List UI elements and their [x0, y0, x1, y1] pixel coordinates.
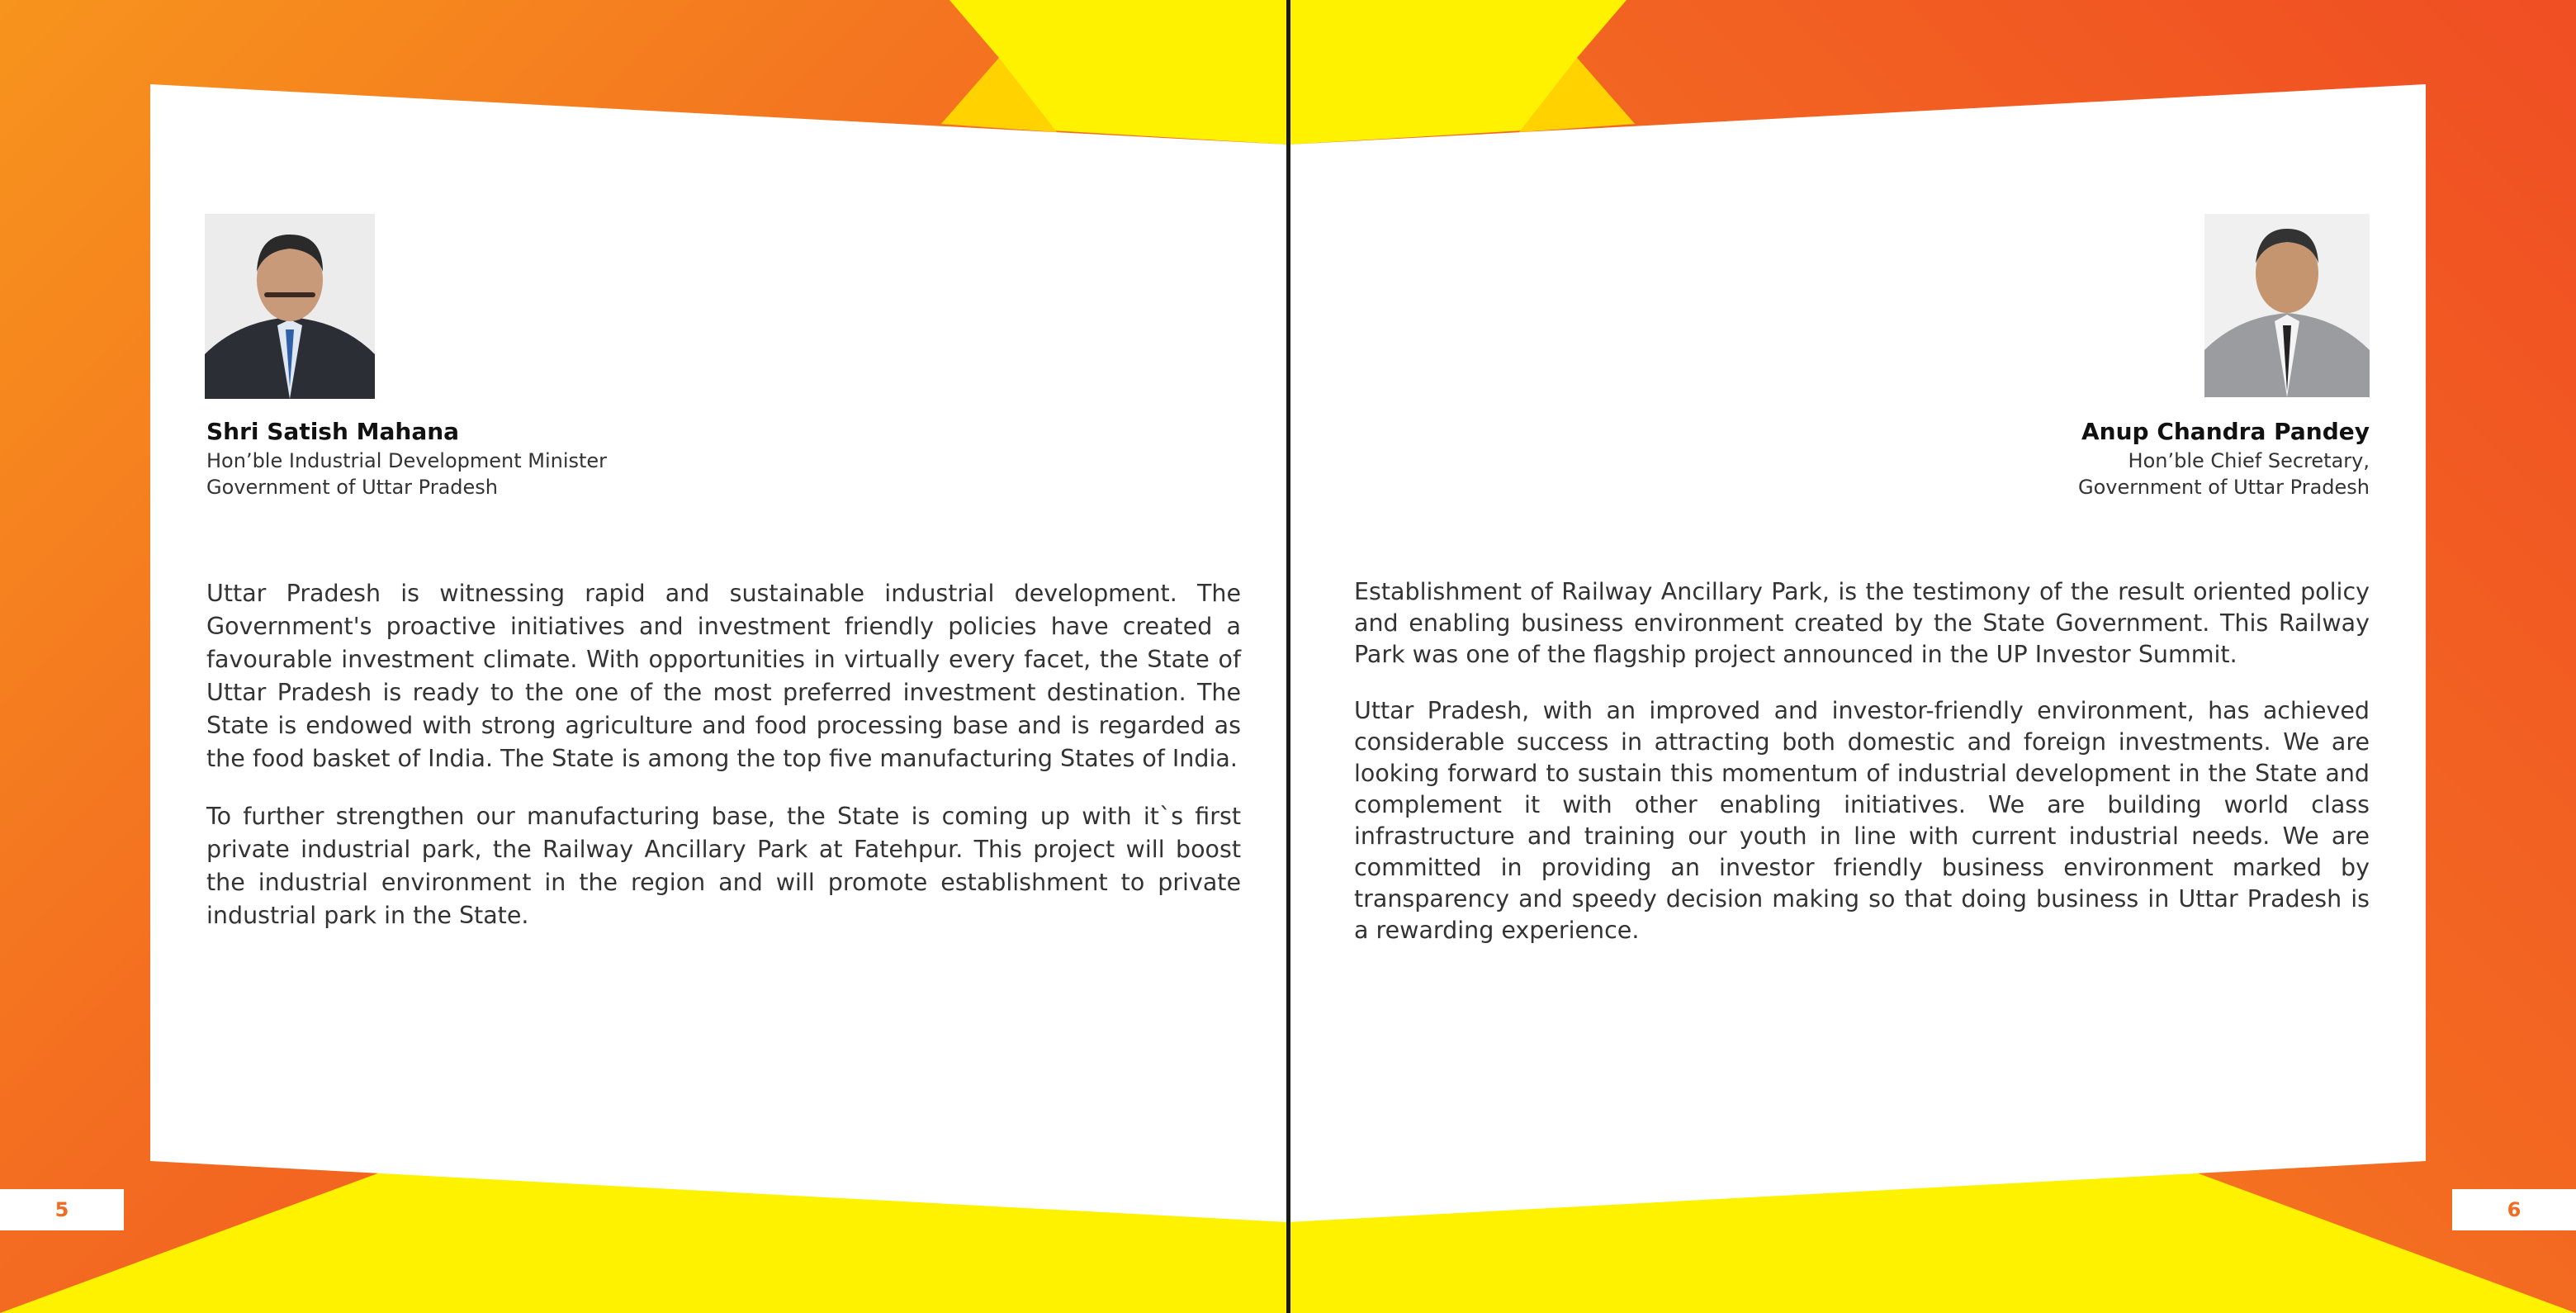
book-spine — [1286, 0, 1290, 1313]
right-title-line1: Hon’ble Chief Secretary, — [2128, 449, 2370, 472]
right-name: Anup Chandra Pandey — [2081, 418, 2370, 445]
right-paragraph-2: Uttar Pradesh, with an improved and investor-friendly environment, has achieved considerable success in attracting both domestic and foreign investments. We are looking forward to sustain this momentum of industrial development in the State and complement it with other enabling initiatives. We are building world class infrastructure and training our youth in line with current industrial needs. We are committed in providing an investor friendly business environment marked by transparency and speedy decision making so that doing business in Uttar Pradesh is a rewarding experience. — [1354, 697, 2370, 944]
left-name: Shri Satish Mahana — [206, 418, 460, 445]
right-title-line2: Government of Uttar Pradesh — [2078, 476, 2370, 499]
left-title-line2: Government of Uttar Pradesh — [206, 476, 498, 499]
right-paragraph-1: Establishment of Railway Ancillary Park, is the testimony of the result oriented policy and enabling business environment created by the State Government. This Railway Park was one of the flagship project announced in the UP Investor Summit. — [1354, 578, 2370, 668]
portrait-image — [2204, 214, 2370, 397]
left-title-line1: Hon’ble Industrial Development Minister — [206, 449, 608, 472]
page-number-left: 5 — [0, 1189, 124, 1230]
left-paragraph-2: To further strengthen our manufacturing base, the State is coming up with it`s first private industrial park, the Railway Ancillary Park at Fatehpur. This project will boost the industrial environment in the region and will promote establishment to private industrial park in the State. — [206, 803, 1241, 929]
portrait-image — [205, 214, 375, 399]
minister-photo — [205, 214, 375, 399]
page-number-right: 6 — [2452, 1189, 2576, 1230]
chief-secretary-photo — [2204, 214, 2370, 397]
left-paragraph-1: Uttar Pradesh is witnessing rapid and sustainable industrial development. The Government's proactive initiatives and investment friendly policies have created a favourable investment climate. With opportunities in virtually every facet, the State of Uttar Pradesh is ready to the one of the most preferred investment destination. The State is endowed with strong agriculture and food processing base and is regarded as the food basket of India. The State is among the top five manufacturing States of India. — [206, 580, 1241, 772]
